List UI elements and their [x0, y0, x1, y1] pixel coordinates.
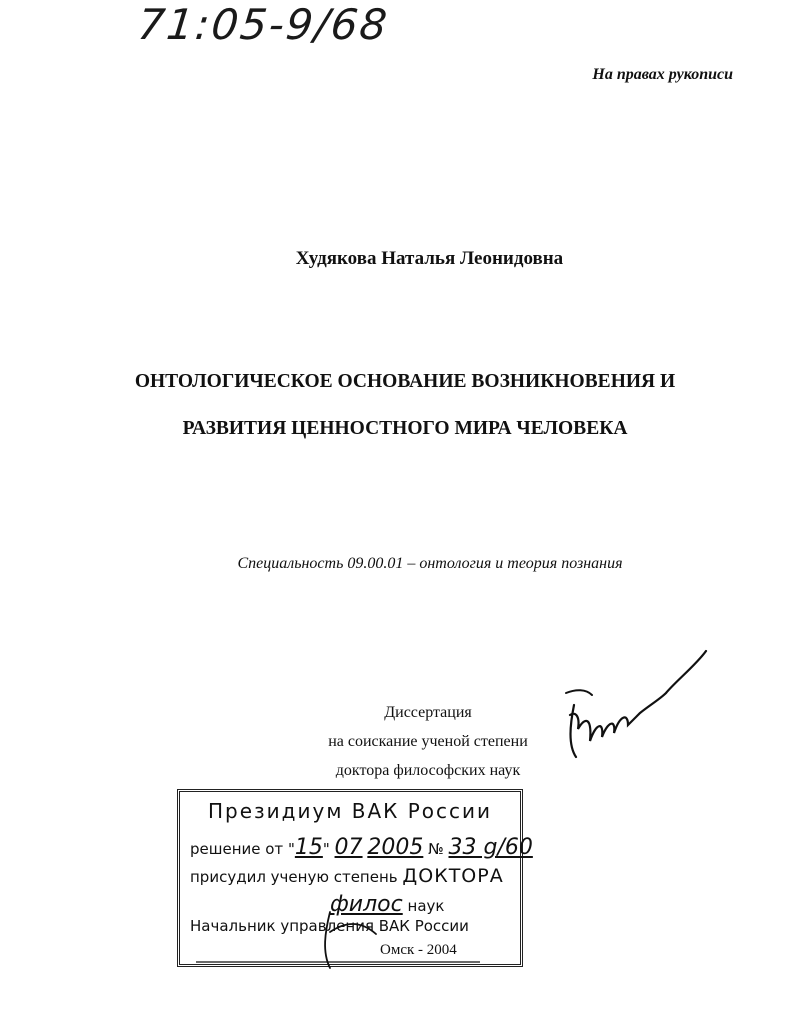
dissertation-line-2: на соискание ученой степени: [328, 733, 528, 750]
stamp-day: 15: [294, 835, 323, 860]
stamp-decision-label: решение от: [190, 840, 284, 858]
stamp-degree: ДОКТОРА: [402, 865, 504, 887]
stamp-science-label: наук: [407, 897, 445, 915]
city-year: Омск - 2004: [380, 942, 457, 958]
handwritten-catalog-code: 71:05-9/68: [135, 0, 392, 49]
dissertation-line-1: Диссертация: [384, 704, 472, 721]
stamp-signature-icon: [180, 792, 526, 970]
stamp-number: 33 g/60: [448, 835, 533, 860]
dissertation-line-3: доктора философских наук: [335, 762, 521, 779]
signature-icon: [556, 645, 726, 775]
stamp-decision-line: решение от "15" 07 2005 № 33 g/60: [190, 835, 533, 860]
title-line-2: РАЗВИТИЯ ЦЕННОСТНОГО МИРА ЧЕЛОВЕКА: [182, 418, 628, 439]
stamp-awarded-label: присудил ученую степень: [190, 868, 398, 886]
stamp-year: 2005: [367, 835, 424, 860]
vak-stamp: [177, 789, 533, 967]
stamp-head-line: Начальник управления ВАК России: [190, 917, 469, 935]
specialty-line: Специальность 09.00.01 – онтология и теория познания: [237, 555, 623, 572]
author-name: Худякова Наталья Леонидовна: [295, 248, 564, 269]
stamp-field: филос: [330, 892, 403, 917]
stamp-title: Президиум ВАК России: [207, 799, 493, 823]
dissertation-title: [0, 358, 799, 452]
title-line-1: ОНТОЛОГИЧЕСКОЕ ОСНОВАНИЕ ВОЗНИКНОВЕНИЯ И: [134, 371, 676, 392]
stamp-month: 07: [334, 835, 363, 860]
stamp-number-label: №: [428, 840, 444, 858]
rights-note: На правах рукописи: [592, 66, 733, 83]
